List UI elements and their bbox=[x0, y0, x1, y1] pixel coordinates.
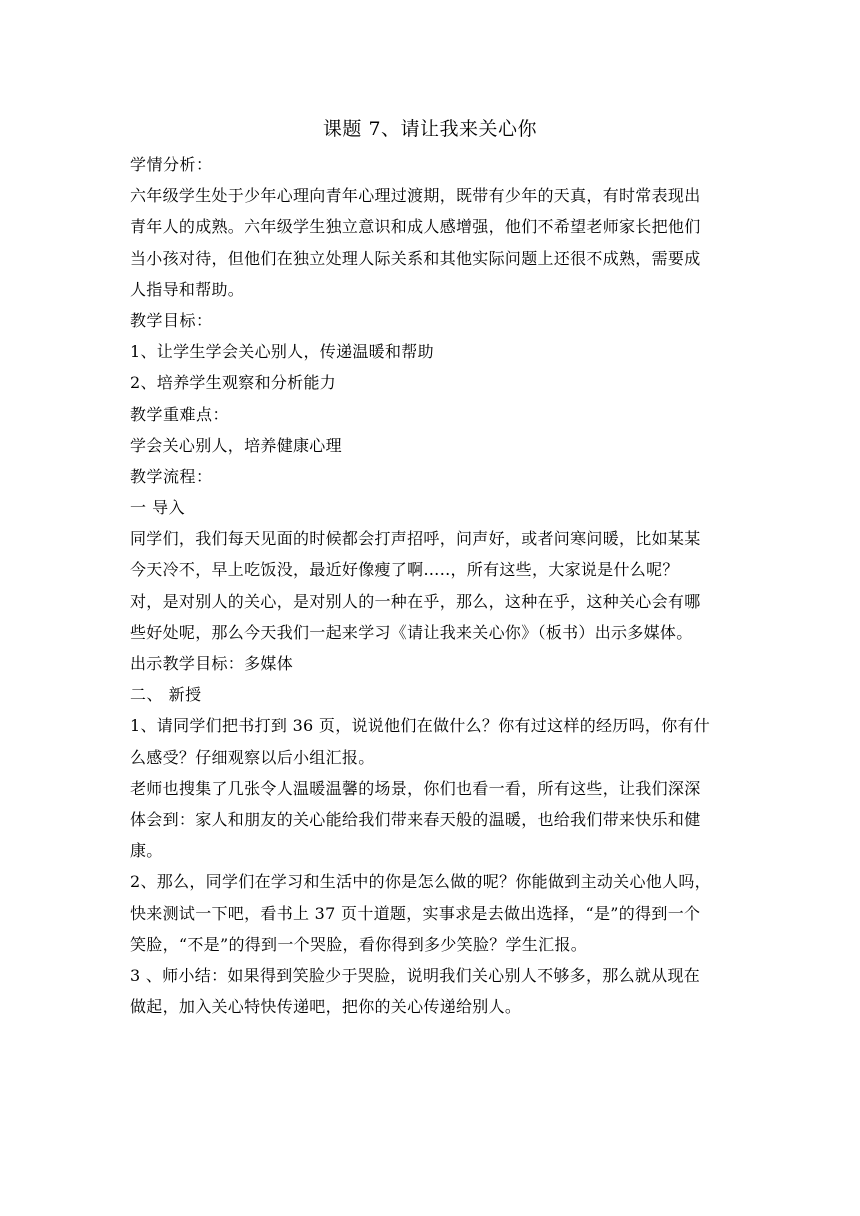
section-heading-key-points: 教学重难点： bbox=[130, 404, 230, 424]
subsection-heading-intro: 一 导入 bbox=[130, 498, 186, 518]
paragraph-line: 些好处呢，那么今天我们一起来学习《请让我来关心你》（板书）出示多媒体。 bbox=[130, 622, 693, 642]
section-heading-process: 教学流程： bbox=[130, 466, 213, 486]
paragraph-line: 青年人的成熟。六年级学生独立意识和成人感增强，他们不希望老师家长把他们 bbox=[130, 217, 701, 237]
paragraph-line: 快来测试一下吧，看书上 37 页十道题，实事求是去做出选择，“是”的得到一个 bbox=[130, 903, 701, 923]
document-body bbox=[130, 149, 735, 1022]
paragraph-line: 学会关心别人，培养健康心理 bbox=[130, 435, 342, 455]
paragraph-line: 当小孩对待，但他们在独立处理人际关系和其他实际问题上还很不成熟，需要成 bbox=[130, 248, 701, 268]
paragraph-line: 1、请同学们把书打到 36 页，说说他们在做什么？你有过这样的经历吗，你有什 bbox=[130, 716, 711, 736]
paragraph-line: 3 、师小结：如果得到笑脸少于哭脸，说明我们关心别人不够多，那么就从现在 bbox=[130, 965, 701, 985]
paragraph-line: 笑脸，“不是”的得到一个哭脸，看你得到多少笑脸？学生汇报。 bbox=[130, 934, 588, 954]
paragraph-line: 今天冷不，早上吃饭没，最近好像瘦了啊…..，所有这些，大家说是什么呢？ bbox=[130, 560, 679, 580]
list-item: 2、培养学生观察和分析能力 bbox=[130, 373, 337, 393]
paragraph-line: 对，是对别人的关心，是对别人的一种在乎，那么，这种在乎，这种关心会有哪 bbox=[130, 591, 701, 611]
paragraph-line: 出示教学目标：多媒体 bbox=[130, 654, 294, 673]
paragraph-line: 同学们，我们每天见面的时候都会打声招呼，问声好，或者问寒问暖，比如某某 bbox=[130, 529, 701, 549]
list-item: 1、让学生学会关心别人，传递温暖和帮助 bbox=[130, 342, 434, 362]
paragraph-line: 康。 bbox=[130, 841, 163, 861]
section-heading-goals: 教学目标： bbox=[130, 310, 213, 330]
subsection-heading-new-lesson: 二、 新授 bbox=[130, 685, 202, 705]
paragraph-line: 人指导和帮助。 bbox=[130, 279, 245, 299]
section-heading-analysis: 学情分析： bbox=[130, 155, 213, 174]
paragraph-line: 老师也搜集了几张令人温暖温馨的场景，你们也看一看，所有这些，让我们深深 bbox=[130, 778, 701, 798]
paragraph-line: 六年级学生处于少年心理向青年心理过渡期，既带有少年的天真，有时常表现出 bbox=[130, 186, 701, 206]
paragraph-line: 么感受？仔细观察以后小组汇报。 bbox=[130, 747, 375, 767]
paragraph-line: 体会到：家人和朋友的关心能给我们带来春天般的温暖，也给我们带来快乐和健 bbox=[130, 809, 701, 829]
paragraph-line: 做起，加入关心特快传递吧，把你的关心传递给别人。 bbox=[130, 997, 522, 1017]
document-title: 课题 7、请让我来关心你 bbox=[322, 118, 538, 140]
paragraph-line: 2、那么，同学们在学习和生活中的你是怎么做的呢？你能做到主动关心他人吗， bbox=[130, 872, 711, 892]
